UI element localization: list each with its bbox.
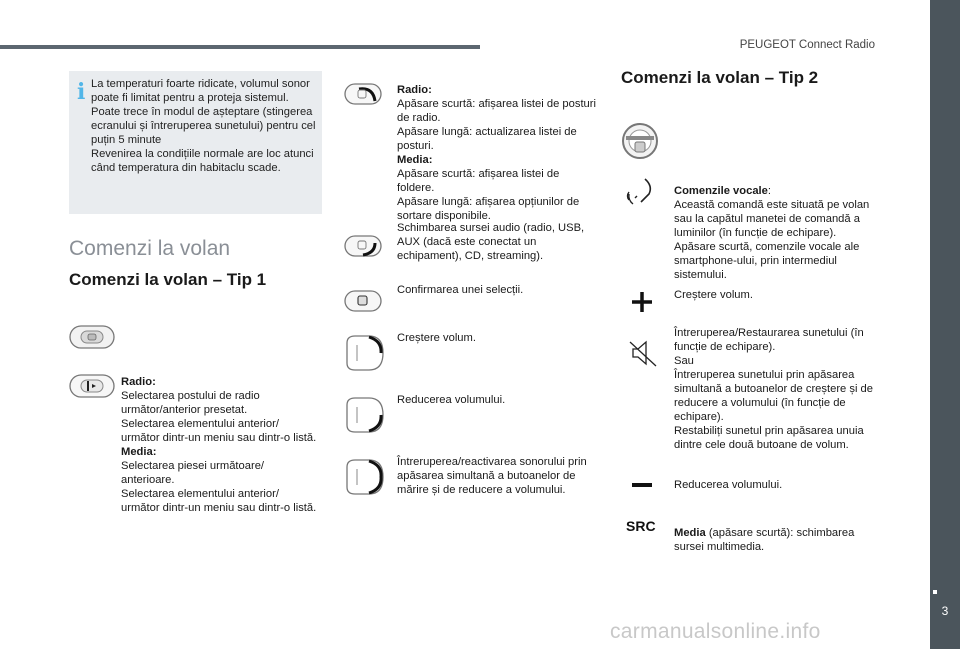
header-rule	[0, 45, 480, 49]
type1-title: Comenzi la volan – Tip 1	[69, 270, 267, 289]
item-text: : Această comandă este situată pe volan sau la capătul manetei de comandă a luminilor (în funcție de echipare). Apăsare scurtă, comenzile vocale ale smartphone-ului, prin intermediul sistemului.	[674, 185, 870, 281]
info-icon: i	[77, 79, 86, 105]
source-button-icon	[343, 233, 383, 259]
seek-wheel-icon	[68, 372, 116, 400]
type1-item-list	[397, 69, 597, 223]
info-note-text: La temperaturi foarte ridicate, volumul sonor poate fi limitat pentru a proteja sistemul. Poate trece în modul de așteptare (stingerea ecranului și întreruperea sunetului) pentru cel puțin 5 minute Revenirea la condițiile normale are loc atunci când temperatura din habitaclu scade.	[91, 78, 316, 174]
item-label-media: Media:	[121, 446, 157, 458]
confirm-button-icon	[343, 288, 383, 314]
src-button-icon: SRC	[626, 518, 656, 534]
type2-item-voice	[674, 170, 874, 282]
item-label: Media	[674, 527, 706, 539]
type1-item-mute: Întreruperea/reactivarea sonorului prin apăsarea simultană a butoanelor de mărire și de reducere a volumului.	[397, 456, 587, 496]
info-note	[69, 71, 322, 214]
minus-icon	[630, 479, 654, 491]
section-title: Comenzi la volan	[69, 237, 231, 260]
voice-command-icon	[623, 176, 659, 208]
item-label: Radio:	[397, 84, 432, 96]
type2-item-volume-down: Reducerea volumului.	[674, 479, 783, 491]
type2-item-source	[674, 512, 874, 554]
continue-marker	[933, 590, 937, 594]
mute-speaker-icon	[627, 337, 659, 369]
item-label-media: Media:	[397, 154, 433, 166]
volume-down-button-icon	[343, 395, 387, 435]
type1-item-volume-down: Reducerea volumului.	[397, 394, 506, 406]
type1-item-confirm: Confirmarea unei selecții.	[397, 284, 524, 296]
watermark: carmanualsonline.info	[610, 620, 821, 643]
item-text: Selectarea postului de radio următor/anterior presetat. Selectarea elementului anterior/ următor dintr-un meniu sau dintr-o listă.	[121, 390, 317, 444]
type2-title: Comenzi la volan – Tip 2	[621, 68, 819, 87]
item-label: Radio:	[121, 376, 156, 388]
type2-item-volume-up: Creștere volum.	[674, 289, 753, 301]
type2-item-mute: Întreruperea/Restaurarea sunetului (în funcție de echipare). Sau Întreruperea sunetului prin apăsarea simultană a butoanelor de creștere și de reducere a volumului (în funcție de echipare). Restabiliți sunetul prin apăsarea unuia dintre cele două butoane de volum.	[674, 327, 874, 451]
plus-icon	[630, 290, 654, 314]
item-text-media: Selectarea piesei următoare/ anterioare. Selectarea elementului anterior/ următor dintr-un meniu sau dintr-o listă.	[121, 460, 317, 514]
type1-item-seek	[121, 361, 317, 515]
item-text-media: Apăsare scurtă: afișarea listei de foldere. Apăsare lungă: afișarea opțiunilor de sortare disponibile.	[397, 168, 580, 222]
volume-up-button-icon	[343, 333, 387, 373]
page-number: 3	[941, 604, 949, 618]
type1-item-volume-up: Creștere volum.	[397, 332, 476, 344]
list-button-icon	[343, 81, 383, 107]
mute-buttons-icon	[343, 457, 387, 497]
item-label: Comenzile vocale	[674, 185, 768, 197]
steering-wheel-icon	[620, 121, 660, 161]
steering-control-pod-icon	[68, 323, 116, 351]
item-text: Apăsare scurtă: afișarea listei de posturi de radio. Apăsare lungă: actualizarea listei de posturi.	[397, 98, 596, 152]
type1-item-source: Schimbarea sursei audio (radio, USB, AUX (dacă este conectat un echipament), CD, streaming).	[397, 222, 585, 262]
page-edge-strip	[930, 0, 960, 649]
item-text: (apăsare scurtă): schimbarea sursei multimedia.	[674, 527, 855, 553]
header-title: PEUGEOT Connect Radio	[739, 39, 875, 51]
